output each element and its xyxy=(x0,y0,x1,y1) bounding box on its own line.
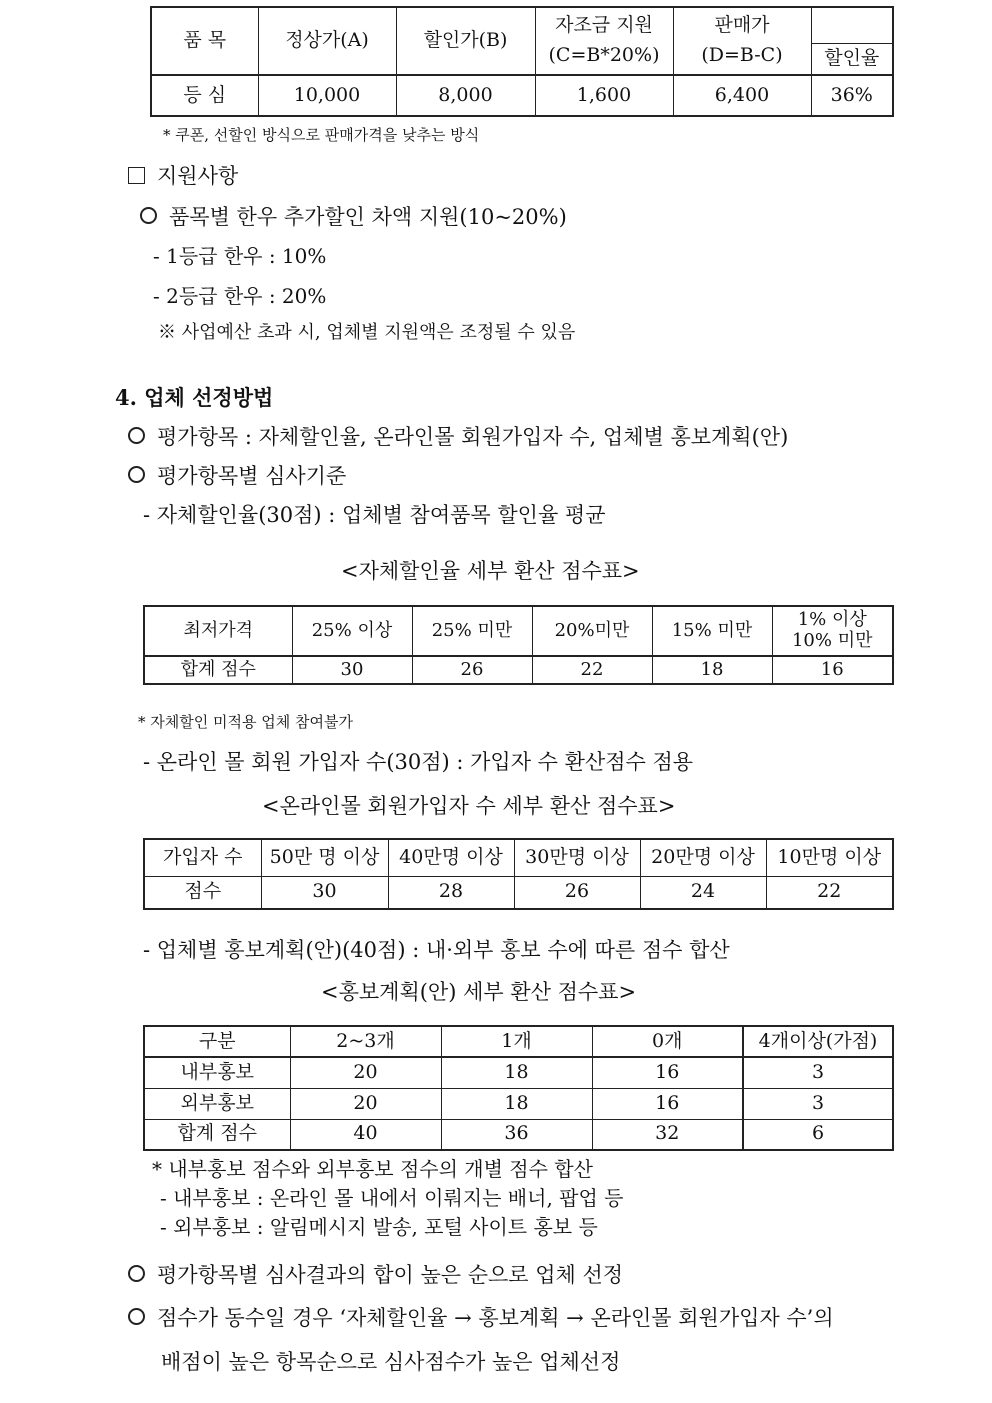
caption-members: <온라인몰 회원가입자 수 세부 환산 점수표> xyxy=(262,794,676,818)
caption-promotion: <홍보계획(안) 세부 환산 점수표> xyxy=(321,980,637,1004)
caption-self-discount: <자체할인율 세부 환산 점수표> xyxy=(341,559,640,583)
support-note: ※ 사업예산 초과 시, 업체별 지원액은 조정될 수 있음 xyxy=(158,322,576,343)
table-cell: 합계 점수 xyxy=(144,1119,290,1150)
circle-bullet-icon xyxy=(128,466,145,483)
header-sale-price-line2: (D=B-C) xyxy=(701,44,783,66)
table-cell: 20 xyxy=(290,1088,441,1119)
support-heading-text: 지원사항 xyxy=(157,164,239,188)
table-cell: 18 xyxy=(441,1088,592,1119)
header-cell: 0개 xyxy=(592,1026,743,1057)
header-cell-line1: 1% 이상 xyxy=(797,609,867,631)
header-discount-rate: 할인율 xyxy=(811,43,893,75)
table-cell: 22 xyxy=(532,656,652,684)
header-cell: 25% 미만 xyxy=(412,606,532,656)
header-subsidy xyxy=(535,7,673,75)
table-cell: 26 xyxy=(514,876,640,909)
table-cell: 36% xyxy=(811,75,893,116)
note-no-self-discount: * 자체할인 미적용 업체 참여불가 xyxy=(138,713,353,731)
circle-bullet-icon xyxy=(128,1265,145,1282)
table-cell: 36 xyxy=(441,1119,592,1150)
table-cell: 6 xyxy=(743,1119,893,1150)
table-cell: 24 xyxy=(640,876,766,909)
table-cell: 등 심 xyxy=(151,75,258,116)
header-cell xyxy=(772,606,893,656)
eval-sub1: - 자체할인율(30점) : 업체별 참여품목 할인율 평균 xyxy=(143,503,606,527)
eval-item1 xyxy=(128,421,788,451)
eval-item3 xyxy=(128,1259,623,1289)
support-item-text: 품목별 한우 추가할인 차액 지원(10~20%) xyxy=(169,205,567,229)
eval-item4 xyxy=(128,1302,834,1332)
square-bullet-icon xyxy=(128,167,145,184)
header-sale-price-line1: 판매가 xyxy=(714,14,770,37)
table-cell: 16 xyxy=(592,1057,743,1088)
header-discount-price: 할인가(B) xyxy=(396,7,535,75)
eval-item2 xyxy=(128,460,346,490)
support-heading xyxy=(128,160,238,190)
support-grade2: - 2등급 한우 : 20% xyxy=(153,284,327,308)
note-promotion-sum: * 내부홍보 점수와 외부홍보 점수의 개별 점수 합산 xyxy=(152,1157,593,1181)
header-cell: 25% 이상 xyxy=(292,606,412,656)
header-item: 품 목 xyxy=(151,7,258,75)
table-cell: 40 xyxy=(290,1119,441,1150)
eval-item3-text: 평가항목별 심사결과의 합이 높은 순으로 업체 선정 xyxy=(157,1263,624,1287)
section-title: 4. 업체 선정방법 xyxy=(115,385,274,410)
table-cell: 32 xyxy=(592,1119,743,1150)
eval-item1-text: 평가항목 : 자체할인율, 온라인몰 회원가입자 수, 업체별 홍보계획(안) xyxy=(157,425,789,449)
circle-bullet-icon xyxy=(128,1308,145,1325)
header-cell-line2: 10% 미만 xyxy=(791,630,873,651)
table-cell: 1,600 xyxy=(535,75,673,116)
header-subsidy-line1: 자조금 지원 xyxy=(555,14,653,37)
header-subsidy-line2: (C=B*20%) xyxy=(548,44,660,66)
self-discount-score-table xyxy=(143,605,894,685)
header-category: 구분 xyxy=(144,1026,290,1057)
member-score-table xyxy=(143,838,894,910)
header-lowest-price: 최저가격 xyxy=(144,606,292,656)
header-cell: 40만명 이상 xyxy=(388,839,514,876)
table-cell: 내부홍보 xyxy=(144,1057,290,1088)
note-coupon: * 쿠폰, 선할인 방식으로 판매가격을 낮추는 방식 xyxy=(163,126,480,144)
table-cell: 30 xyxy=(292,656,412,684)
promotion-score-table xyxy=(143,1025,894,1151)
table-cell: 18 xyxy=(652,656,772,684)
eval-item4-continued: 배점이 높은 항목순으로 심사점수가 높은 업체선정 xyxy=(161,1350,621,1374)
note-external-promotion: - 외부홍보 : 알림메시지 발송, 포털 사이트 홍보 등 xyxy=(160,1215,598,1239)
header-blank xyxy=(811,7,893,43)
table-cell: 8,000 xyxy=(396,75,535,116)
table-cell: 16 xyxy=(772,656,893,684)
eval-sub3: - 업체별 홍보계획(안)(40점) : 내·외부 홍보 수에 따른 점수 합산 xyxy=(143,938,730,962)
header-cell: 20만명 이상 xyxy=(640,839,766,876)
eval-item4-text: 점수가 동수일 경우 ‘자체할인율 → 홍보계획 → 온라인몰 회원가입자 수’의 xyxy=(157,1306,834,1330)
header-cell: 4개이상(가점) xyxy=(743,1026,893,1057)
table-cell: 26 xyxy=(412,656,532,684)
table-cell: 외부홍보 xyxy=(144,1088,290,1119)
header-regular-price: 정상가(A) xyxy=(258,7,396,75)
support-grade1: - 1등급 한우 : 10% xyxy=(153,244,327,268)
support-item xyxy=(140,201,567,231)
table-cell: 16 xyxy=(592,1088,743,1119)
table-cell: 6,400 xyxy=(673,75,811,116)
note-internal-promotion: - 내부홍보 : 온라인 몰 내에서 이뤄지는 배너, 팝업 등 xyxy=(160,1186,624,1210)
table-cell: 30 xyxy=(261,876,388,909)
eval-item2-text: 평가항목별 심사기준 xyxy=(157,464,347,488)
table-cell: 3 xyxy=(743,1088,893,1119)
header-cell: 1개 xyxy=(441,1026,592,1057)
table-cell: 점수 xyxy=(144,876,261,909)
header-cell: 30만명 이상 xyxy=(514,839,640,876)
table-cell: 18 xyxy=(441,1057,592,1088)
table-cell: 20 xyxy=(290,1057,441,1088)
table-cell: 합계 점수 xyxy=(144,656,292,684)
circle-bullet-icon xyxy=(140,207,157,224)
eval-sub2: - 온라인 몰 회원 가입자 수(30점) : 가입자 수 환산점수 점용 xyxy=(143,750,694,774)
header-members: 가입자 수 xyxy=(144,839,261,876)
table-cell: 22 xyxy=(766,876,893,909)
price-table xyxy=(150,6,894,117)
circle-bullet-icon xyxy=(128,427,145,444)
table-cell: 28 xyxy=(388,876,514,909)
table-cell: 3 xyxy=(743,1057,893,1088)
header-sale-price xyxy=(673,7,811,75)
table-cell: 10,000 xyxy=(258,75,396,116)
header-cell: 2~3개 xyxy=(290,1026,441,1057)
header-cell: 10만명 이상 xyxy=(766,839,893,876)
header-cell: 20%미만 xyxy=(532,606,652,656)
header-cell: 50만 명 이상 xyxy=(261,839,388,876)
header-cell: 15% 미만 xyxy=(652,606,772,656)
